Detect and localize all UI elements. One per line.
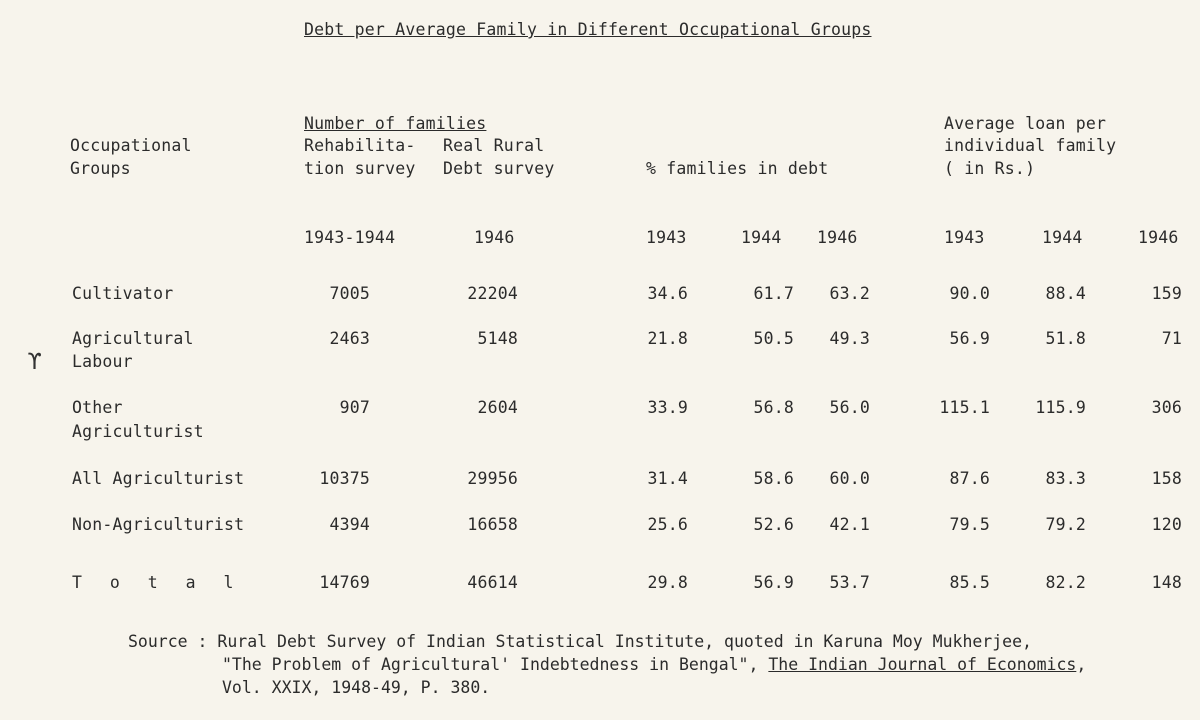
cell-rehab: 10375 (319, 469, 370, 488)
cell-rural: 29956 (467, 469, 518, 488)
header-avg-loan-2: individual family (944, 136, 1117, 155)
cell-pct-1944: 52.6 (753, 515, 794, 534)
cell-loan-1943: 79.5 (949, 515, 990, 534)
cell-loan-1943: 56.9 (949, 329, 990, 348)
cell-pct-1943: 33.9 (647, 398, 688, 417)
cell-loan-1946: 120 (1151, 515, 1182, 534)
header-avg-loan-1: Average loan per (944, 114, 1107, 133)
source-journal-title: The Indian Journal of Economics (768, 655, 1077, 674)
cell-loan-1946: 148 (1151, 573, 1182, 592)
year-pct-1943: 1943 (646, 228, 687, 247)
cell-pct-1943: 34.6 (647, 284, 688, 303)
source-comma: , (1076, 655, 1087, 674)
cell-loan-1944: 51.8 (1045, 329, 1086, 348)
row-group: Cultivator (72, 284, 174, 303)
header-number-of-families: Number of families (304, 114, 487, 133)
cell-pct-1946: 63.2 (829, 284, 870, 303)
cell-pct-1946: 42.1 (829, 515, 870, 534)
cell-loan-1943: 90.0 (949, 284, 990, 303)
source-note (128, 630, 1086, 699)
row-group-line2: Labour (72, 352, 133, 371)
cell-loan-1946: 71 (1161, 329, 1182, 348)
cell-pct-1943: 31.4 (647, 469, 688, 488)
year-loan-1943: 1943 (944, 228, 985, 247)
cell-loan-1944: 79.2 (1045, 515, 1086, 534)
cell-pct-1943: 21.8 (647, 329, 688, 348)
header-rehab-1: Rehabilita- (304, 136, 416, 155)
cell-pct-1944: 58.6 (753, 469, 794, 488)
source-article-title: "The Problem of Agricultural' Indebtedness in Bengal", (222, 655, 769, 674)
cell-pct-1944: 56.8 (753, 398, 794, 417)
header-occupational-2: Groups (70, 159, 131, 178)
cell-rehab: 907 (339, 398, 370, 417)
cell-pct-1946: 49.3 (829, 329, 870, 348)
page-title: Debt per Average Family in Different Occupational Groups (304, 20, 872, 39)
margin-check-mark: ϒ (28, 350, 42, 375)
cell-rural: 46614 (467, 573, 518, 592)
cell-loan-1944: 88.4 (1045, 284, 1086, 303)
source-line-1: Source : Rural Debt Survey of Indian Statistical Institute, quoted in Karuna Moy Mukherjee, (128, 632, 1032, 651)
cell-rural: 2604 (477, 398, 518, 417)
header-rural-2: Debt survey (443, 159, 555, 178)
cell-pct-1946: 53.7 (829, 573, 870, 592)
cell-rehab: 14769 (319, 573, 370, 592)
header-occupational-1: Occupational (70, 136, 192, 155)
source-line-2 (128, 653, 1086, 676)
header-rehab-2: tion survey (304, 159, 416, 178)
source-line-3: Vol. XXIX, 1948-49, P. 380. (222, 678, 491, 697)
year-loan-1946: 1946 (1138, 228, 1179, 247)
cell-pct-1943: 25.6 (647, 515, 688, 534)
year-pct-1946: 1946 (817, 228, 858, 247)
cell-rural: 16658 (467, 515, 518, 534)
cell-rehab: 2463 (329, 329, 370, 348)
row-group: All Agriculturist (72, 469, 245, 488)
cell-loan-1943: 87.6 (949, 469, 990, 488)
year-loan-1944: 1944 (1042, 228, 1083, 247)
cell-loan-1943: 115.1 (939, 398, 990, 417)
cell-loan-1946: 159 (1151, 284, 1182, 303)
year-pct-1944: 1944 (741, 228, 782, 247)
cell-rural: 5148 (477, 329, 518, 348)
cell-pct-1943: 29.8 (647, 573, 688, 592)
cell-rehab: 4394 (329, 515, 370, 534)
cell-pct-1944: 61.7 (753, 284, 794, 303)
cell-loan-1946: 158 (1151, 469, 1182, 488)
cell-rural: 22204 (467, 284, 518, 303)
row-group: Non-Agriculturist (72, 515, 245, 534)
cell-loan-1944: 83.3 (1045, 469, 1086, 488)
row-group-line2: Agriculturist (72, 422, 204, 441)
cell-pct-1944: 50.5 (753, 329, 794, 348)
cell-pct-1946: 56.0 (829, 398, 870, 417)
header-rural-1: Real Rural (443, 136, 545, 155)
header-pct-in-debt: % families in debt (646, 159, 829, 178)
cell-loan-1944: 115.9 (1035, 398, 1086, 417)
cell-loan-1943: 85.5 (949, 573, 990, 592)
cell-pct-1946: 60.0 (829, 469, 870, 488)
year-rural: 1946 (474, 228, 515, 247)
cell-rehab: 7005 (329, 284, 370, 303)
cell-loan-1946: 306 (1151, 398, 1182, 417)
cell-pct-1944: 56.9 (753, 573, 794, 592)
row-group-total: T o t a l (72, 573, 243, 592)
year-rehab: 1943-1944 (304, 228, 396, 247)
cell-loan-1944: 82.2 (1045, 573, 1086, 592)
row-group: Agricultural (72, 329, 194, 348)
header-avg-loan-3: ( in Rs.) (944, 159, 1036, 178)
row-group: Other (72, 398, 123, 417)
